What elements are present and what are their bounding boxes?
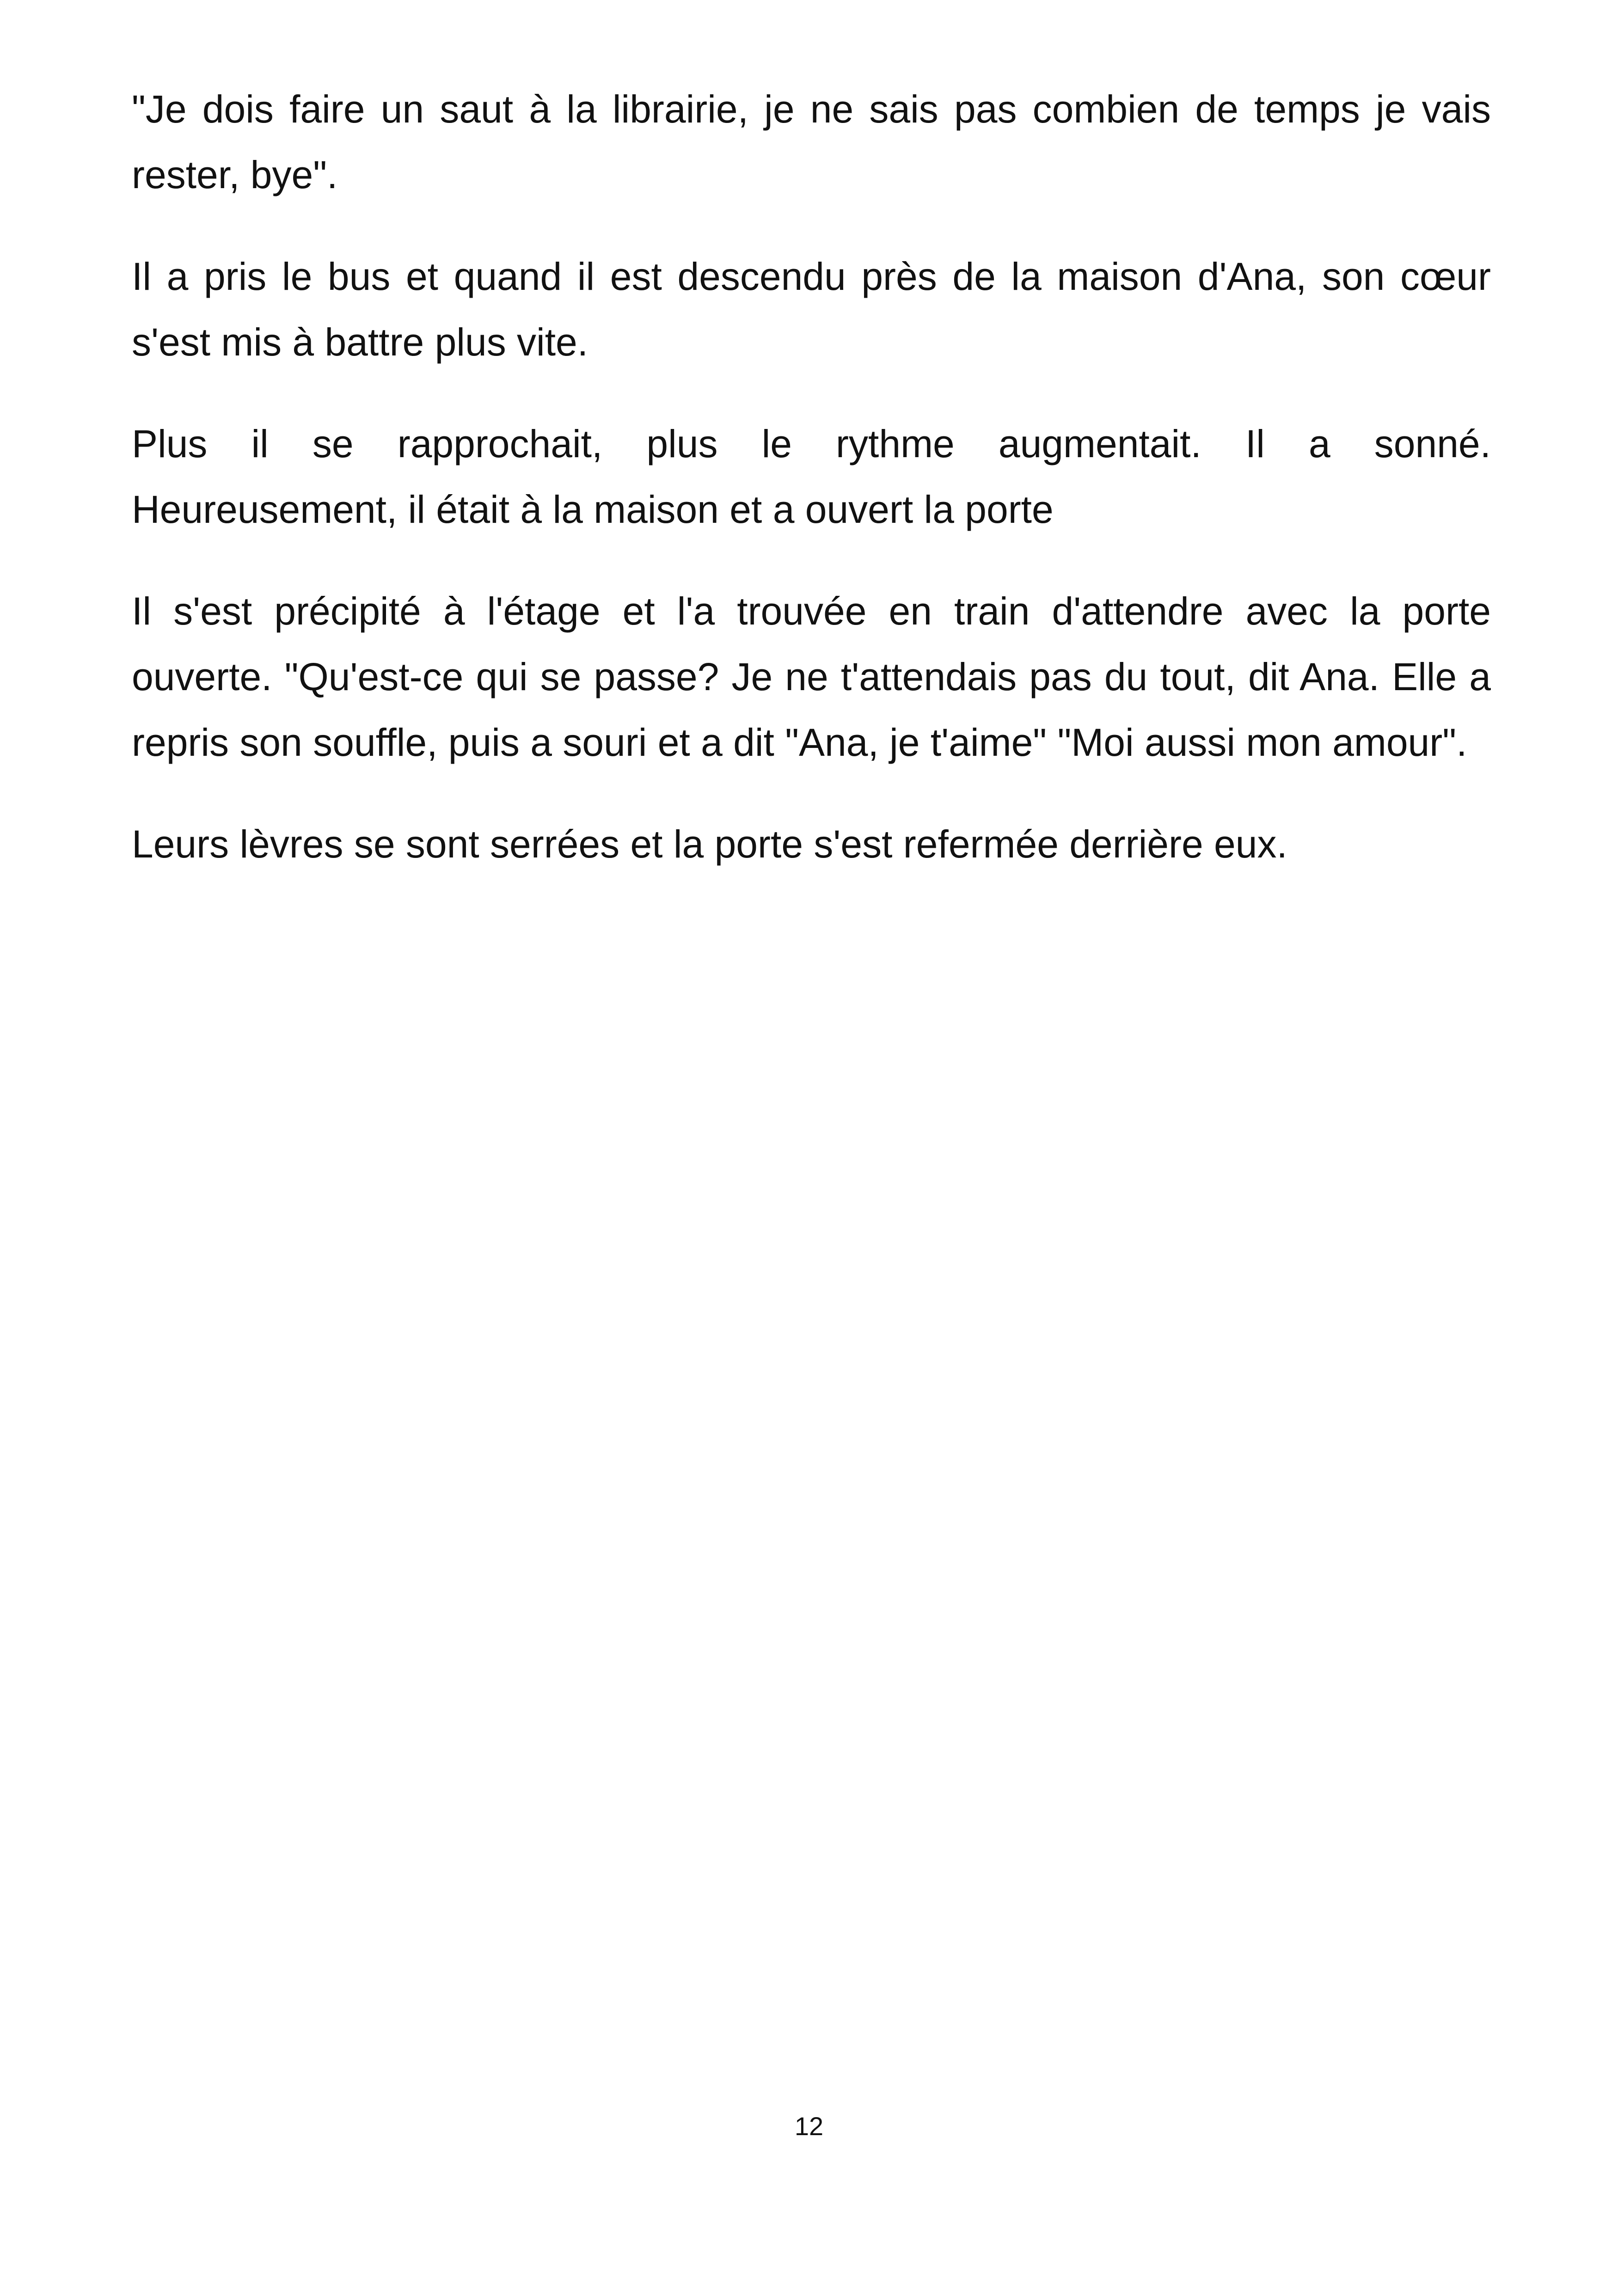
paragraph-1: "Je dois faire un saut à la librairie, je ne sais pas combien de temps je vais rester, bye".: [132, 87, 1491, 196]
paragraph-4: Il s'est précipité à l'étage et l'a trouvée en train d'attendre avec la porte ouverte. "Qu'est-ce qui se passe? Je ne t'attendais pas du tout, dit Ana. Elle a repris son souffle, puis a souri et a dit "Ana, je t'aime" "Moi aussi mon amour".: [132, 589, 1491, 764]
page-number: 12: [794, 2112, 824, 2141]
paragraph-5: Leurs lèvres se sont serrées et la porte s'est refermée derrière eux.: [132, 822, 1287, 866]
paragraph-3-line-2: Heureusement, il était à la maison et a ouvert la porte: [132, 488, 1054, 531]
paragraph-2: Il a pris le bus et quand il est descendu près de la maison d'Ana, son cœur s'est mis à battre plus vite.: [132, 255, 1491, 364]
paragraph-3-line-1: Plus il se rapprochait, plus le rythme augmentait. Il a sonné.: [132, 422, 1491, 465]
body-text: [132, 76, 1491, 913]
